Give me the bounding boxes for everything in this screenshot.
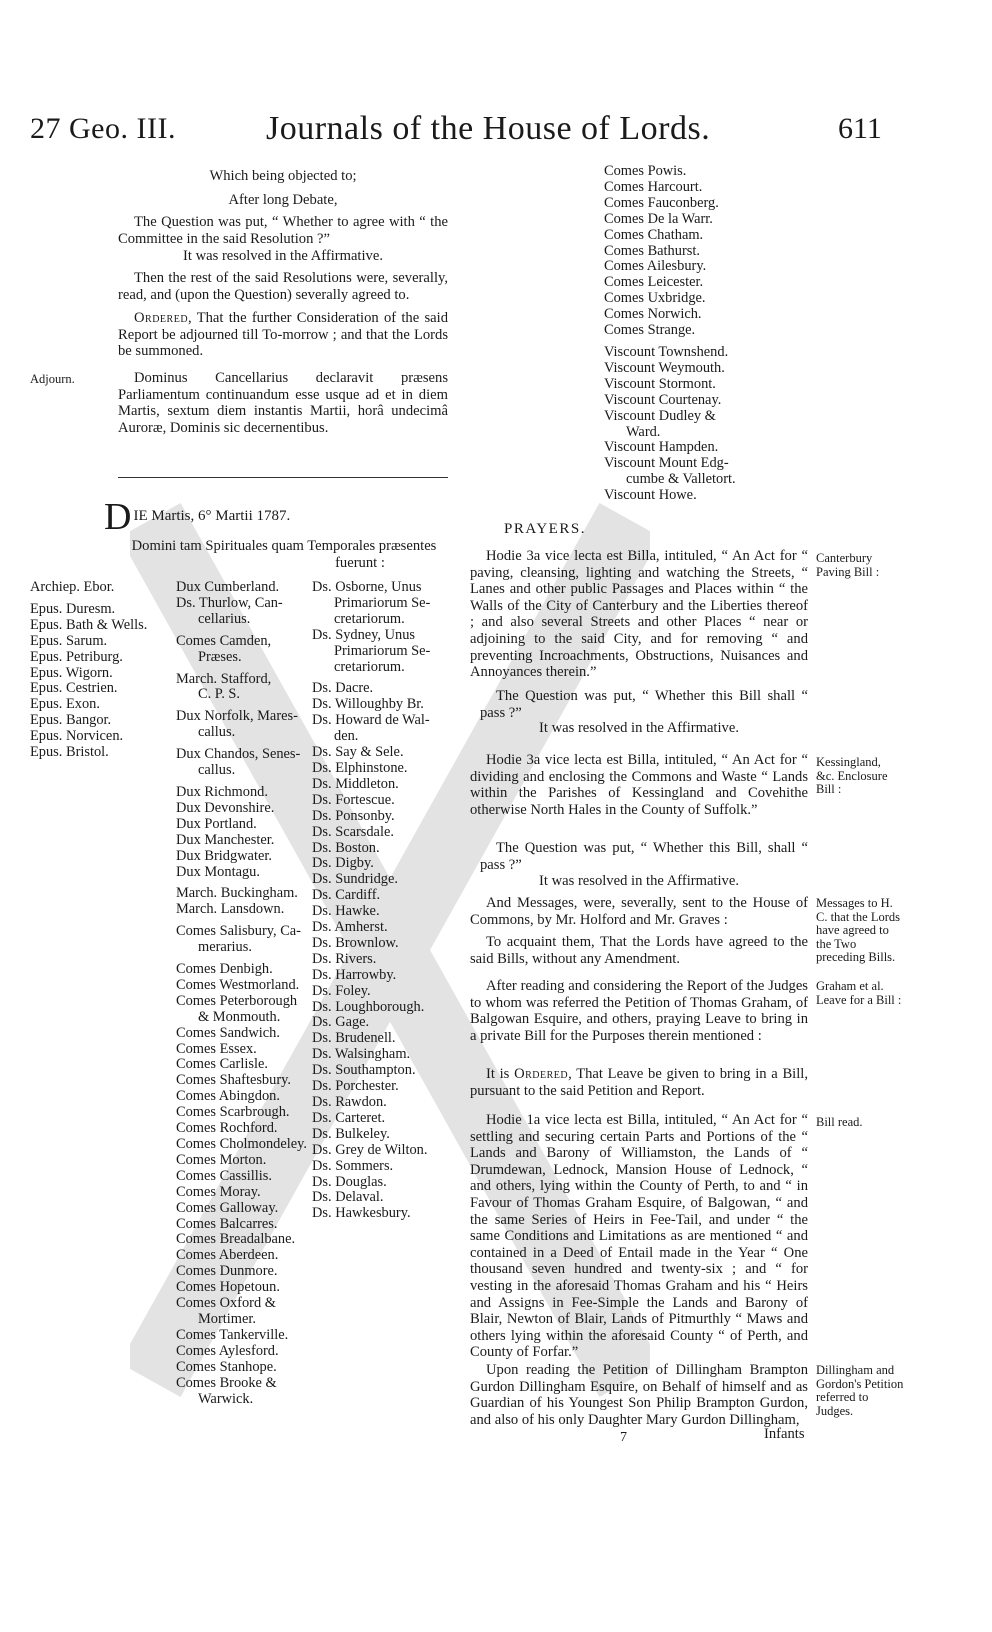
- sitting-date: D IE Martis, 6° Martii 1787.: [104, 496, 291, 538]
- graham-report-paragraph: After reading and considering the Report of the Judges to whom was referred the Petition of Thomas Graham, of Balgowan Esquire, and others, praying Leave to bring in a private Bill for the Purposes therein mentioned :: [470, 978, 808, 1044]
- lord-name: Comes Aberdeen.: [176, 1247, 279, 1264]
- lord-name-continuation: Mortimer.: [198, 1310, 256, 1327]
- messages-margin-note: Messages to H. C. that the Lords have agreed to the Two preceding Bills.: [816, 896, 901, 965]
- lord-name: Ds. Thurlow, Can-: [176, 594, 283, 611]
- lord-name: Comes Denbigh.: [176, 961, 273, 978]
- lord-name: Viscount Hampden.: [604, 439, 719, 456]
- signature-mark: 7: [620, 1430, 627, 1445]
- resolved-kessingland: It was resolved in the Affirmative.: [539, 873, 739, 889]
- lord-name: Ds. Gage.: [312, 1014, 370, 1031]
- lord-name: Ds. Porchester.: [312, 1078, 399, 1095]
- lord-name-continuation: callus.: [198, 724, 236, 741]
- lord-name-continuation: & Monmouth.: [198, 1008, 281, 1025]
- barons-list: [312, 580, 430, 1222]
- resolved-canterbury: It was resolved in the Affirmative.: [539, 720, 739, 736]
- lord-name: Comes Scarbrough.: [176, 1104, 290, 1121]
- present-line1: Domini tam Spirituales quam Temporales præsentes: [131, 538, 437, 554]
- lord-name: Epus. Bangor.: [30, 712, 112, 729]
- ordered-word: Ordered: [514, 1066, 569, 1082]
- lord-name: Comes Sandwich.: [176, 1024, 280, 1041]
- lord-name: Ds. Fortescue.: [312, 791, 395, 808]
- lord-name: Epus. Bath & Wells.: [30, 616, 148, 633]
- lord-name: Comes Aylesford.: [176, 1342, 279, 1359]
- lord-name: Ds. Amherst.: [312, 919, 388, 936]
- lord-name: Epus. Duresm.: [30, 600, 116, 617]
- text-objected: Which being objected to;: [209, 168, 357, 184]
- lord-name: Comes Ailesbury.: [604, 258, 707, 275]
- adjourn-margin-note: Adjourn.: [30, 372, 75, 386]
- lord-name: Epus. Petriburg.: [30, 648, 123, 665]
- lord-name: Ds. Osborne, Unus: [312, 579, 422, 595]
- dillingham-margin-note: Dillingham and Gordon's Petition referred to Judges.: [816, 1363, 904, 1418]
- lord-name: Ds. Sommers.: [312, 1157, 394, 1174]
- lord-name: Viscount Mount Edg-: [604, 455, 729, 472]
- lord-name-continuation: den.: [334, 728, 359, 745]
- lord-name: Comes De la Warr.: [604, 210, 713, 227]
- question-paragraph: The Question was put, “ Whether to agree with “ the Committee in the said Resolution ?”: [118, 214, 448, 247]
- lord-name: Ds. Harrowby.: [312, 966, 397, 983]
- lord-name-continuation: Præses.: [198, 648, 242, 665]
- lord-name: Comes Moray.: [176, 1183, 261, 1200]
- adjournment-paragraph: Dominus Cancellarius declaravit præsens Parliamentum continuandum esse usque ad et in diem Martis, sextum diem instantis Martii, horâ undecimâ Auroræ, Dominis sic decernentibus.: [118, 370, 448, 436]
- lord-name: Comes Norwich.: [604, 306, 702, 323]
- lord-name: Comes Cassillis.: [176, 1167, 272, 1184]
- lord-name: Epus. Wigorn.: [30, 664, 113, 681]
- lord-name: Comes Uxbridge.: [604, 290, 706, 307]
- lord-name: Ds. Bulkeley.: [312, 1125, 390, 1142]
- lord-name: Comes Essex.: [176, 1040, 257, 1057]
- bishops-list: [30, 580, 147, 761]
- lord-name-continuation: Ward.: [626, 423, 661, 440]
- lord-name: Ds. Middleton.: [312, 775, 399, 792]
- graham-leave-paragraph: It is Ordered, That Leave be given to bring in a Bill, pursuant to the said Petition and Report.: [470, 1066, 808, 1099]
- lord-name: Epus. Cestrien.: [30, 680, 118, 697]
- lord-name: Ds. Willoughby Br.: [312, 696, 424, 713]
- lord-name: Comes Balcarres.: [176, 1215, 278, 1232]
- lord-name: Comes Oxford &: [176, 1295, 276, 1312]
- lord-name-continuation: cellarius.: [198, 610, 251, 627]
- lord-name: Dux Portland.: [176, 815, 257, 832]
- graham-margin-note: Graham et al. Leave for a Bill :: [816, 979, 902, 1007]
- lord-name-continuation: callus.: [198, 762, 236, 779]
- lord-name: March. Buckingham.: [176, 885, 298, 902]
- lord-name-continuation: Primariorum Se-: [334, 594, 431, 611]
- kessingland-margin-note: Kessingland, &c. Enclosure Bill :: [816, 755, 888, 797]
- regnal-year: 27 Geo. III.: [30, 112, 176, 145]
- ordered-text: , That the further Consideration of the said Report be adjourned till To-morrow ; and that the Lords be summoned.: [118, 310, 448, 360]
- lord-name: Comes Shaftesbury.: [176, 1072, 291, 1089]
- ordered-paragraph: [118, 310, 448, 360]
- lord-name: Ds. Loughborough.: [312, 998, 425, 1015]
- kessingland-bill-reading: Hodie 3a vice lecta est Billa, intituled, “ An Act for “ dividing and enclosing the Commons and Waste “ Lands within the Parishes of Kessingland and Covehithe otherwise North Hales in the County of Suffolk.”: [470, 752, 808, 818]
- lord-name: Ds. Digby.: [312, 855, 374, 872]
- lord-name: Comes Cholmondeley.: [176, 1136, 307, 1152]
- lord-name: Ds. Howard de Wal-: [312, 712, 430, 729]
- lord-name: Dux Chandos, Senes-: [176, 746, 301, 763]
- lord-name: Comes Galloway.: [176, 1199, 279, 1216]
- lord-name: Ds. Hawke.: [312, 903, 380, 920]
- resolved-affirmative: It was resolved in the Affirmative.: [183, 248, 383, 264]
- lord-name: Comes Leicester.: [604, 274, 704, 291]
- lord-name: Comes Abingdon.: [176, 1088, 280, 1105]
- lord-name-continuation: cretariorum.: [334, 658, 405, 675]
- canterbury-bill-reading: Hodie 3a vice lecta est Billa, intituled, “ An Act for “ paving, cleansing, lighting and watching the Streets, “ Lanes and other public Passages and Places within “ the Walls of the City of Canterbury and the Liberties thereof ; and also several Streets and other Places “ near or adjoining to the said City, and for removing “ and preventing Incroachments, Obstructions, Nuisances and Annoyances therein.”: [470, 548, 808, 681]
- lord-name-continuation: Warwick.: [198, 1390, 254, 1407]
- prayers-heading: PRAYERS.: [504, 521, 586, 537]
- lord-name-continuation: C. P. S.: [198, 686, 240, 703]
- lord-name: Viscount Dudley &: [604, 407, 716, 424]
- lord-name: Comes Carlisle.: [176, 1056, 268, 1073]
- lord-name-continuation: merarius.: [198, 939, 252, 956]
- resolutions-paragraph: Then the rest of the said Resolutions were, severally, read, and (upon the Question) severally agreed to.: [118, 270, 448, 303]
- lord-name: Ds. Elphinstone.: [312, 759, 408, 776]
- lord-name: Comes Fauconberg.: [604, 194, 719, 211]
- lord-name: Comes Chatham.: [604, 226, 704, 243]
- lord-name: Dux Manchester.: [176, 831, 275, 848]
- lord-name: Ds. Grey de Wilton.: [312, 1141, 428, 1158]
- lord-name: Viscount Townshend.: [604, 343, 729, 360]
- lord-name: Viscount Stormont.: [604, 375, 716, 392]
- lord-name: Comes Dunmore.: [176, 1263, 278, 1280]
- lord-name: Ds. Walsingham.: [312, 1046, 411, 1063]
- lord-name: Dux Cumberland.: [176, 579, 280, 595]
- lord-name: Viscount Courtenay.: [604, 391, 722, 408]
- dillingham-petition-paragraph: Upon reading the Petition of Dillingham Brampton Gurdon Dillingham Esquire, on Behalf of himself and as Guardian of his Youngest Son Philip Brampton Gurdon, and also of his only Daughter Mary Gurdon Dillingham,: [470, 1362, 808, 1428]
- lord-name: Comes Powis.: [604, 163, 687, 179]
- lord-name: March. Stafford,: [176, 670, 272, 687]
- messages-paragraph: And Messages, were, severally, sent to the House of Commons, by Mr. Holford and Mr. Graves :: [470, 895, 808, 928]
- lord-name: Ds. Sundridge.: [312, 871, 398, 888]
- lord-name: Comes Strange.: [604, 322, 696, 339]
- lord-name: Epus. Exon.: [30, 696, 100, 713]
- lord-name: Comes Hopetoun.: [176, 1279, 280, 1296]
- lord-name: Ds. Delaval.: [312, 1189, 384, 1206]
- lord-name: Viscount Howe.: [604, 487, 697, 504]
- lord-name: Comes Morton.: [176, 1151, 267, 1168]
- lord-name: Comes Peterborough: [176, 992, 298, 1009]
- lord-name: Ds. Brownlow.: [312, 934, 399, 951]
- lord-name: Comes Brooke &: [176, 1374, 277, 1391]
- lord-name: Comes Westmorland.: [176, 976, 300, 993]
- question-canterbury: The Question was put, “ Whether this Bill shall “ pass ?”: [480, 688, 808, 721]
- lord-name: Ds. Brudenell.: [312, 1030, 396, 1047]
- bill-read-margin-note: Bill read.: [816, 1115, 863, 1129]
- lord-name: Ds. Hawkesbury.: [312, 1205, 411, 1222]
- lord-name: Ds. Cardiff.: [312, 887, 381, 904]
- lord-name: Viscount Weymouth.: [604, 359, 725, 376]
- lord-name: Comes Salisbury, Ca-: [176, 923, 301, 940]
- lord-name: Comes Rochford.: [176, 1120, 278, 1137]
- journal-title: Journals of the House of Lords.: [266, 110, 711, 147]
- lord-name: Dux Norfolk, Mares-: [176, 708, 298, 725]
- lord-name: Epus. Sarum.: [30, 632, 108, 649]
- lord-name: Ds. Carteret.: [312, 1109, 386, 1126]
- lord-name: Ds. Foley.: [312, 982, 371, 999]
- lord-name: Ds. Ponsonby.: [312, 807, 395, 824]
- lord-name: Epus. Bristol.: [30, 744, 109, 761]
- lord-name: Ds. Say & Sele.: [312, 744, 404, 761]
- acquaint-paragraph: To acquaint them, That the Lords have agreed to the said Bills, without any Amendment.: [470, 934, 808, 967]
- lord-name: Ds. Boston.: [312, 839, 380, 856]
- lord-name: March. Lansdown.: [176, 901, 285, 918]
- lord-name-continuation: cretariorum.: [334, 610, 405, 627]
- lord-name: Ds. Dacre.: [312, 680, 374, 697]
- lord-name: Ds. Scarsdale.: [312, 823, 394, 840]
- lord-name: Comes Stanhope.: [176, 1358, 277, 1375]
- lord-name: Dux Richmond.: [176, 783, 268, 800]
- lord-name: Ds. Sydney, Unus: [312, 626, 416, 643]
- graham-bill-reading: Hodie 1a vice lecta est Billa, intituled, “ An Act for “ settling and securing certain Parts and Portions of the “ Lands and Barony of Williamston, the Lands of “ Drumdewan, Lednock, Mansion House of Lednock, “ and others, lying within the County of Perth, to and “ in Favour of Thomas Graham Esquire, of Balgowan, “ and the same Series of Heirs in Fee-Tail, and under “ the same Conditions and Limitations as are mentioned “ and contained in a Deed of Entail made in the Year “ One thousand seven hundred and twenty-six ; and “ for vesting in the aforesaid Thomas Graham and his “ Heirs and Assigns in Fee-Simple the Lands and Barony of Blair, Newton of Blair, Lands of Pitmurthly “ Maws and others lying within the aforesaid County “ of Perth, and County of Forfar.”: [470, 1112, 808, 1361]
- lord-name: Ds. Rivers.: [312, 950, 377, 967]
- lord-name: Comes Bathurst.: [604, 242, 700, 259]
- lord-name: Ds. Douglas.: [312, 1173, 387, 1190]
- lord-name: Ds. Southampton.: [312, 1062, 416, 1079]
- question-kessingland: The Question was put, “ Whether this Bill, shall “ pass ?”: [480, 840, 808, 873]
- catchword: Infants: [764, 1426, 805, 1442]
- section-rule: [118, 477, 448, 478]
- ordered-word: Ordered: [134, 310, 189, 326]
- earls-viscounts-list: [604, 164, 736, 504]
- lord-name: Comes Harcourt.: [604, 178, 703, 195]
- lord-name: Dux Devonshire.: [176, 799, 275, 816]
- lord-name: Ds. Rawdon.: [312, 1094, 387, 1110]
- present-line2: fuerunt :: [335, 555, 385, 571]
- lord-name-continuation: Primariorum Se-: [334, 642, 431, 659]
- text-debate: After long Debate,: [228, 192, 338, 208]
- lord-name-continuation: cumbe & Valletort.: [626, 471, 736, 488]
- lord-name: Epus. Norvicen.: [30, 728, 124, 745]
- dukes-earls-list: [176, 580, 307, 1407]
- lord-name: Comes Tankerville.: [176, 1326, 289, 1343]
- lord-name: Dux Bridgwater.: [176, 847, 272, 864]
- lord-name: Comes Camden,: [176, 632, 272, 649]
- canterbury-margin-note: Canterbury Paving Bill :: [816, 551, 880, 579]
- dropcap-letter: D: [104, 496, 132, 538]
- lord-name: Archiep. Ebor.: [30, 579, 115, 595]
- lord-name: Dux Montagu.: [176, 863, 260, 880]
- lord-name: Comes Breadalbane.: [176, 1231, 296, 1248]
- page-number: 611: [838, 112, 882, 145]
